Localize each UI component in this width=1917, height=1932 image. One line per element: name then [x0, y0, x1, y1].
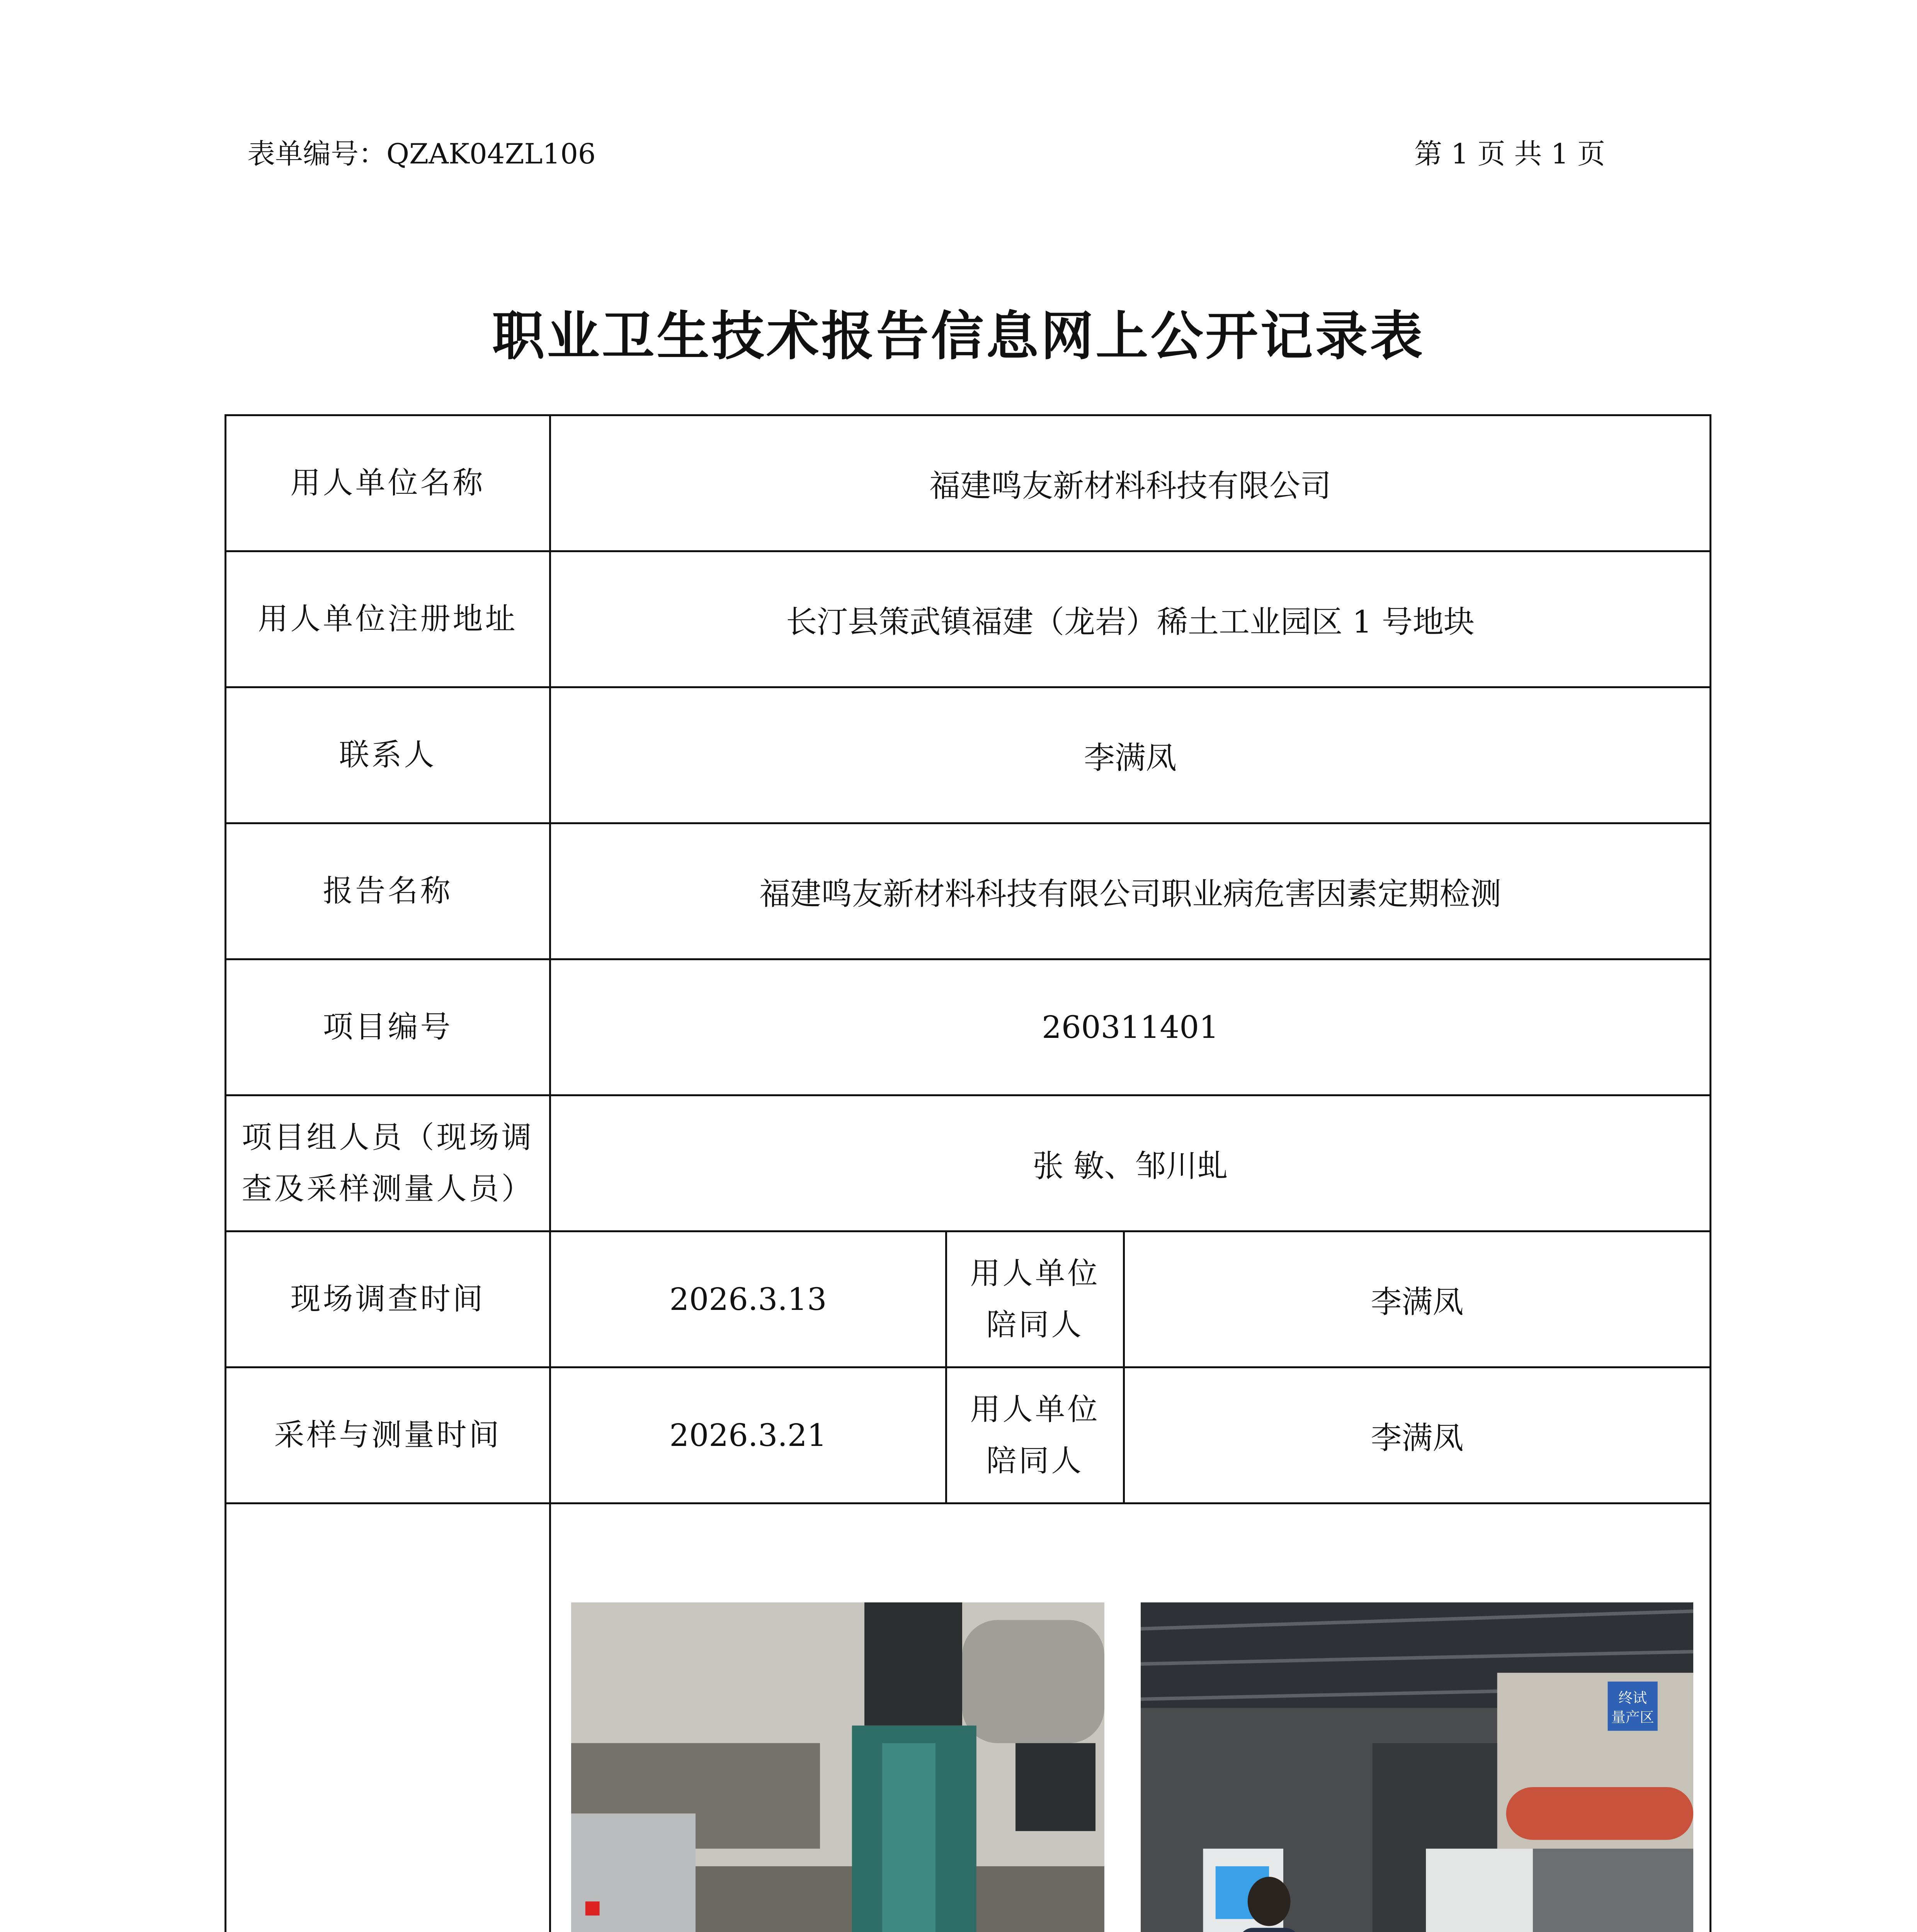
sampling-escort-value: 李满凤 — [1124, 1367, 1711, 1503]
report-name-value: 福建鸣友新材料科技有限公司职业病危害因素定期检测 — [550, 823, 1711, 959]
site-photo-reactor — [571, 1602, 1104, 1932]
row-report-name — [226, 823, 1711, 959]
row-survey — [226, 1231, 1711, 1367]
sampling-escort-label-line2: 陪同人 — [986, 1443, 1084, 1478]
row-employer-name — [226, 415, 1711, 551]
report-name-label: 报告名称 — [226, 823, 550, 959]
survey-escort-value: 李满凤 — [1124, 1231, 1711, 1367]
sampling-time-value: 2026.3.21 — [550, 1367, 946, 1503]
project-no-value: 260311401 — [550, 959, 1711, 1095]
survey-time-label: 现场调查时间 — [226, 1231, 550, 1367]
team-label-line2: 查及采样测量人员） — [242, 1171, 534, 1206]
sign-text-line2: 量产区 — [1611, 1709, 1654, 1726]
photos-cell — [550, 1503, 1711, 1932]
survey-escort-label-line1: 用人单位 — [970, 1256, 1100, 1291]
form-number: 表单编号：QZAK04ZL106 — [247, 138, 596, 170]
row-photos — [226, 1503, 1711, 1932]
contact-label: 联系人 — [226, 687, 550, 823]
row-team — [226, 1095, 1711, 1231]
survey-time-value: 2026.3.13 — [550, 1231, 946, 1367]
team-label — [226, 1095, 550, 1231]
project-no-label: 项目编号 — [226, 959, 550, 1095]
photos-container — [551, 1504, 1709, 1932]
row-sampling — [226, 1367, 1711, 1503]
site-photo-reactor-image — [571, 1602, 1104, 1932]
employer-address-value: 长汀县策武镇福建（龙岩）稀土工业园区 1 号地块 — [550, 551, 1711, 687]
survey-escort-label — [946, 1231, 1124, 1367]
sampling-escort-label-line1: 用人单位 — [970, 1392, 1100, 1427]
sign-text-line1: 终试 — [1618, 1689, 1647, 1706]
row-employer-address — [226, 551, 1711, 687]
row-contact — [226, 687, 1711, 823]
survey-escort-label-line2: 陪同人 — [986, 1307, 1084, 1342]
site-photo-coating-line — [1141, 1602, 1693, 1932]
sampling-time-label: 采样与测量时间 — [226, 1367, 550, 1503]
photos-label — [226, 1503, 550, 1932]
page-title: 职业卫生技术报告信息网上公开记录表 — [492, 306, 1425, 367]
page-indicator: 第 1 页 共 1 页 — [1414, 138, 1606, 170]
record-table — [225, 414, 1711, 1932]
contact-value: 李满凤 — [550, 687, 1711, 823]
employer-name-label: 用人单位名称 — [226, 415, 550, 551]
team-value: 张 敏、邹川虬 — [550, 1095, 1711, 1231]
team-label-line1: 项目组人员（现场调 — [242, 1120, 534, 1155]
employer-name-value: 福建鸣友新材料科技有限公司 — [550, 415, 1711, 551]
row-project-no — [226, 959, 1711, 1095]
employer-address-label: 用人单位注册地址 — [226, 551, 550, 687]
site-photo-coating-line-image — [1141, 1602, 1693, 1932]
sampling-escort-label — [946, 1367, 1124, 1503]
